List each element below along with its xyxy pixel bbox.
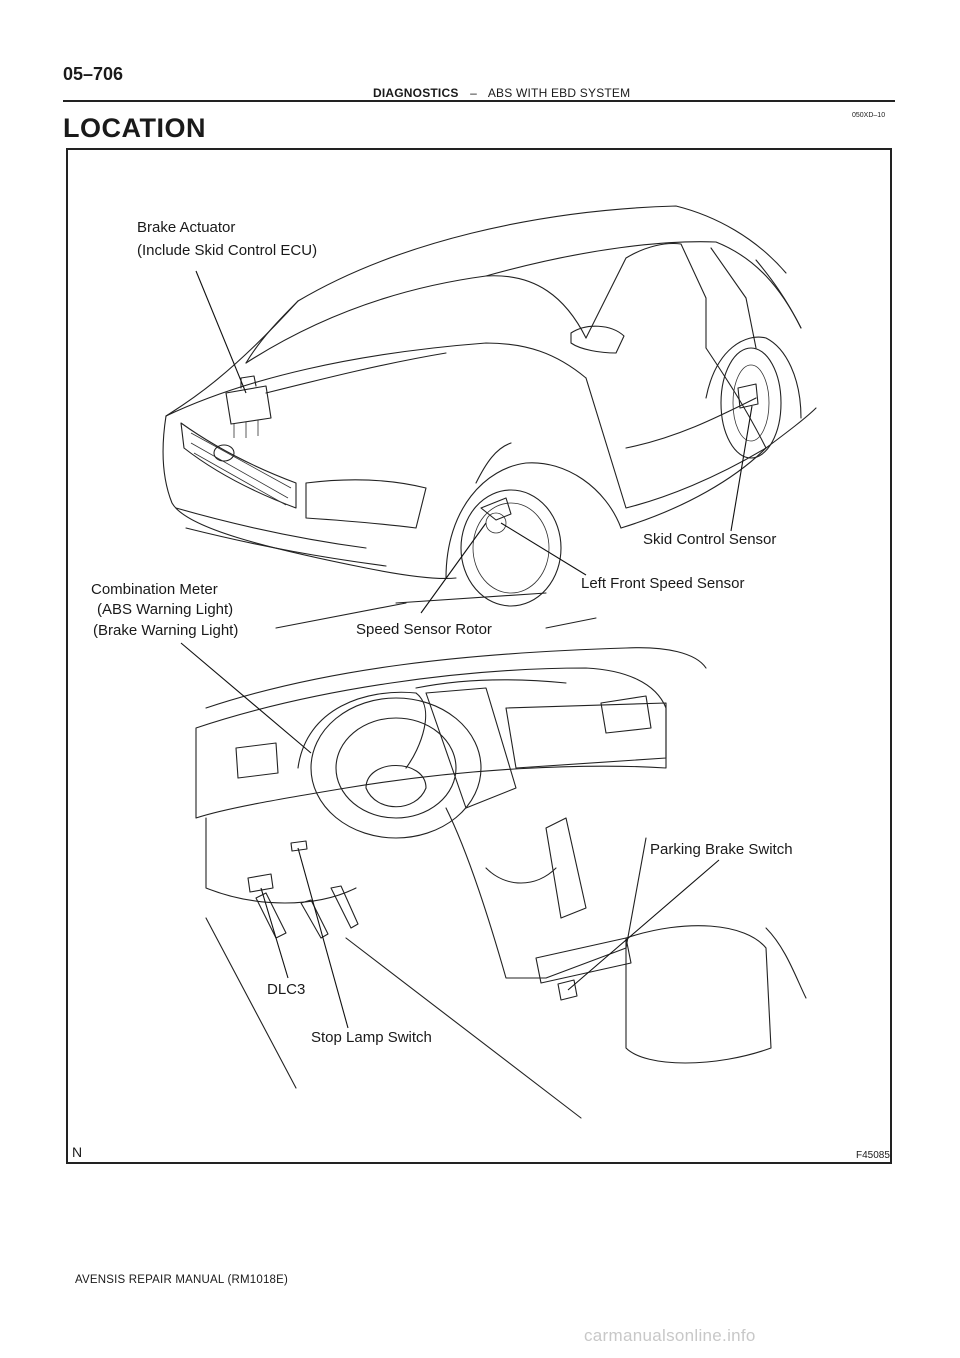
label-brake-actuator-note: (Include Skid Control ECU) (137, 242, 318, 259)
header-rule (63, 100, 895, 102)
header-subsection: ABS WITH EBD SYSTEM (487, 86, 631, 100)
label-speed-sensor-rotor: Speed Sensor Rotor (356, 621, 492, 638)
label-brake-actuator: Brake Actuator (137, 219, 236, 236)
figure-code: F45085 (856, 1150, 890, 1161)
label-abs-warning-light: (ABS Warning Light) (97, 601, 234, 618)
dlc3-part (248, 874, 273, 892)
label-stop-lamp-switch: Stop Lamp Switch (311, 1029, 432, 1046)
leader-skid-control-sensor (731, 406, 752, 531)
leader-brake-actuator (196, 271, 246, 393)
page-number: 05–706 (63, 64, 124, 84)
leader-stop-lamp-switch (298, 848, 348, 1028)
leader-dlc3 (261, 888, 288, 978)
section-title: LOCATION (63, 113, 206, 143)
watermark: carmanualsonline.info (584, 1326, 756, 1345)
brake-actuator-part (226, 376, 271, 438)
label-combination-meter: Combination Meter (91, 581, 218, 598)
leader-combination-meter (181, 643, 311, 753)
label-skid-control-sensor: Skid Control Sensor (643, 531, 777, 548)
header-section: DIAGNOSTICS (373, 86, 459, 100)
parking-brake-switch-part (558, 980, 577, 1000)
header-separator: – (470, 86, 477, 100)
location-illustration (66, 148, 892, 1164)
running-header (373, 86, 630, 100)
page-footer: AVENSIS REPAIR MANUAL (RM1018E) (75, 1274, 289, 1286)
label-left-front-speed-sensor: Left Front Speed Sensor (581, 575, 745, 592)
label-parking-brake-switch: Parking Brake Switch (650, 841, 793, 858)
leader-left-front-speed-sensor (501, 523, 586, 575)
stop-lamp-switch-part (291, 841, 307, 851)
label-dlc3: DLC3 (267, 981, 306, 998)
leader-parking-brake-switch (568, 860, 719, 990)
figure-corner-mark: N (72, 1144, 83, 1160)
label-brake-warning-light: (Brake Warning Light) (93, 622, 239, 639)
document-code: 050XD–10 (852, 112, 886, 119)
rear-skid-sensor-part (738, 384, 758, 408)
